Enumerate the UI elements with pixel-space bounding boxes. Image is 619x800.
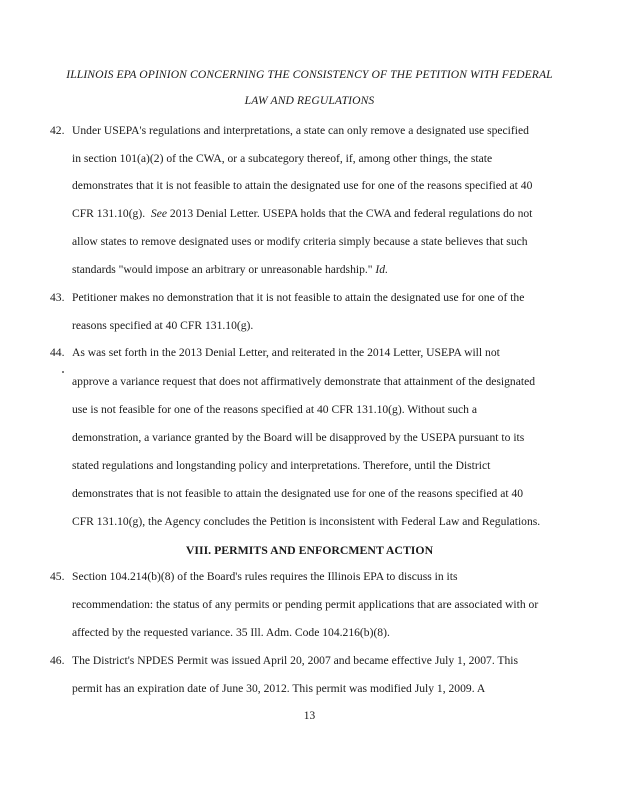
id-signal: Id.	[375, 263, 388, 276]
quote-text: standards "would impose an arbitrary or unreasonable hardship."	[72, 263, 373, 276]
paragraph-line: The District's NPDES Permit was issued April 20, 2007 and became effective July 1, 2007. This	[72, 654, 519, 667]
paragraph-line	[72, 263, 388, 277]
paragraph-line: demonstration, a variance granted by the Board will be disapproved by the USEPA pursuant to its	[72, 431, 525, 444]
citation-text: 2013 Denial Letter. USEPA holds that the CWA and federal regulations do not	[169, 207, 533, 220]
paragraph-line: Section 104.214(b)(8) of the Board's rules requires the Illinois EPA to discuss in its	[72, 570, 458, 583]
section-title: VIII. PERMITS AND ENFORCMENT ACTION	[185, 543, 434, 557]
paragraph-number: 46.	[50, 654, 65, 667]
paragraph-number: 43.	[50, 291, 65, 304]
paragraph-line: permit has an expiration date of June 30, 2012. This permit was modified July 1, 2009. A	[72, 682, 486, 695]
paragraph-line: Petitioner makes no demonstration that it is not feasible to attain the designated use for one of the	[72, 291, 525, 304]
paragraph-line: reasons specified at 40 CFR 131.10(g).	[72, 319, 254, 332]
scan-speck	[62, 371, 64, 373]
paragraph-line: allow states to remove designated uses or modify criteria simply because a state believes that such	[72, 235, 528, 248]
paragraph-number: 45.	[50, 570, 65, 583]
paragraph-line: CFR 131.10(g), the Agency concludes the Petition is inconsistent with Federal Law and Regulations.	[72, 515, 541, 528]
paragraph-line: use is not feasible for one of the reasons specified at 40 CFR 131.10(g). Without such a	[72, 403, 478, 416]
paragraph-line: affected by the requested variance. 35 Ill. Adm. Code 104.216(b)(8).	[72, 626, 390, 639]
paragraph-number: 42.	[50, 124, 65, 137]
paragraph-number: 44.	[50, 346, 65, 359]
paragraph-line: As was set forth in the 2013 Denial Letter, and reiterated in the 2014 Letter, USEPA will not	[72, 346, 500, 359]
paragraph-line	[72, 207, 532, 221]
see-signal: See	[150, 207, 168, 220]
page-number: 13	[303, 710, 316, 722]
section-heading-line-1: ILLINOIS EPA OPINION CONCERNING THE CONSISTENCY OF THE PETITION WITH FEDERAL	[66, 68, 553, 81]
paragraph-line: demonstrates that is not feasible to attain the designated use for one of the reasons specified at 40	[72, 487, 524, 500]
paragraph-line: Under USEPA's regulations and interpretations, a state can only remove a designated use specified	[72, 124, 529, 137]
citation-text: CFR 131.10(g).	[72, 207, 146, 220]
section-heading-line-2: LAW AND REGULATIONS	[244, 94, 375, 107]
paragraph-line: in section 101(a)(2) of the CWA, or a subcategory thereof, if, among other things, the state	[72, 152, 493, 165]
paragraph-line: demonstrates that it is not feasible to attain the designated use for one of the reasons specified at 40	[72, 179, 533, 192]
paragraph-line: stated regulations and longstanding policy and interpretations. Therefore, until the District	[72, 459, 491, 472]
paragraph-line: approve a variance request that does not affirmatively demonstrate that attainment of the designated	[72, 375, 536, 388]
paragraph-line: recommendation: the status of any permits or pending permit applications that are associated with or	[72, 598, 539, 611]
